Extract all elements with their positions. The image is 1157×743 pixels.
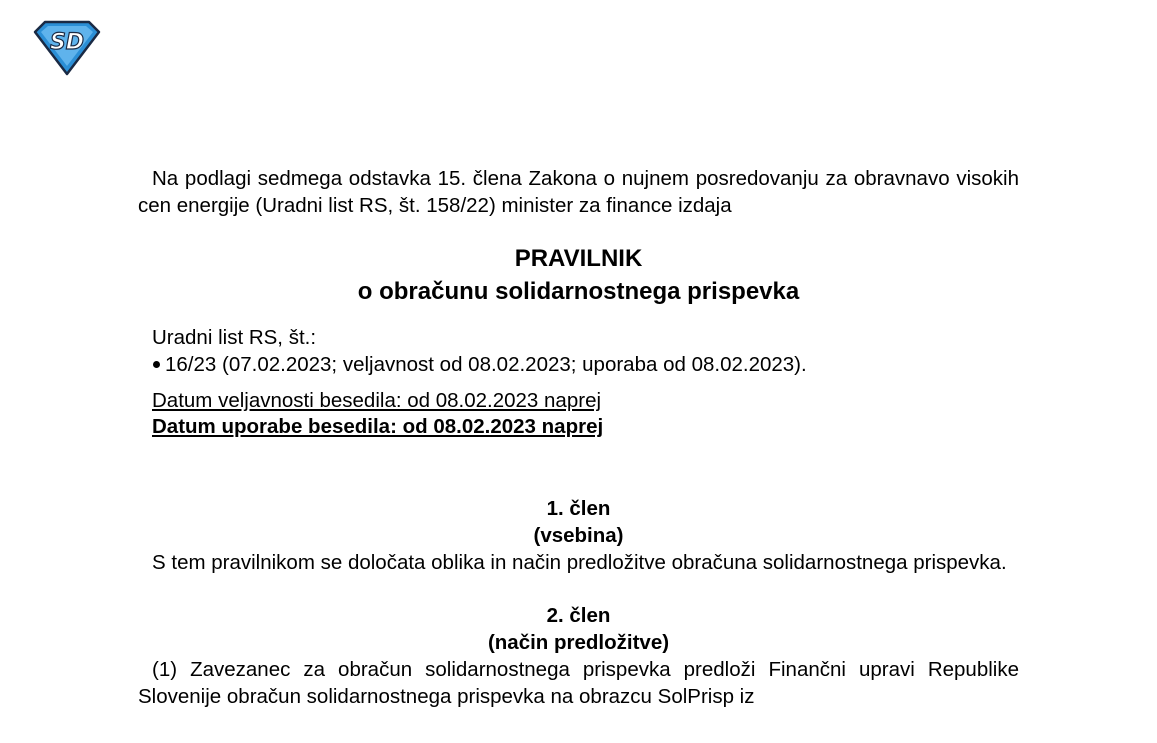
article-text: S tem pravilnikom se določata oblika in način predložitve obračuna solidarnostnega prispevka. — [152, 551, 1007, 574]
article-heading: (vsebina) — [533, 524, 624, 547]
validity-dates — [138, 388, 1019, 440]
document-title — [138, 242, 1019, 308]
article-number: 2. člen — [546, 604, 611, 627]
logo — [31, 18, 103, 78]
title-line-1: PRAVILNIK — [514, 245, 643, 272]
article-text: (1) Zavezanec za obračun solidarnostnega prispevka predloži Finančni upravi Republike Slovenije obračun solidarnostnega prispevka na obrazcu SolPrisp iz — [138, 658, 1019, 708]
article-heading: (način predložitve) — [487, 631, 670, 654]
article-number: 1. člen — [546, 497, 611, 520]
gazette-reference — [138, 324, 1019, 378]
article-1 — [138, 495, 1019, 576]
validity-date-text: Datum veljavnosti besedila: od 08.02.2023 naprej — [152, 389, 602, 412]
title-line-2: o obračunu solidarnostnega prispevka — [357, 278, 800, 305]
bullet-icon — [153, 361, 160, 368]
sd-diamond-logo-icon — [31, 18, 103, 78]
article-2 — [138, 602, 1019, 710]
gazette-entry-text: 16/23 (07.02.2023; veljavnost od 08.02.2023; uporaba od 08.02.2023). — [165, 353, 807, 376]
logo-letters: SD — [49, 30, 85, 55]
preamble: Na podlagi sedmega odstavka 15. člena Zakona o nujnem posredovanju za obravnavo visokih cen energije (Uradni list RS, št. 158/22) minister za finance izdaja — [138, 167, 1019, 217]
gazette-entry — [152, 351, 1019, 378]
gazette-label: Uradni list RS, št.: — [152, 326, 317, 349]
use-date-text: Datum uporabe besedila: od 08.02.2023 naprej — [152, 415, 604, 438]
document-body — [138, 165, 1019, 710]
